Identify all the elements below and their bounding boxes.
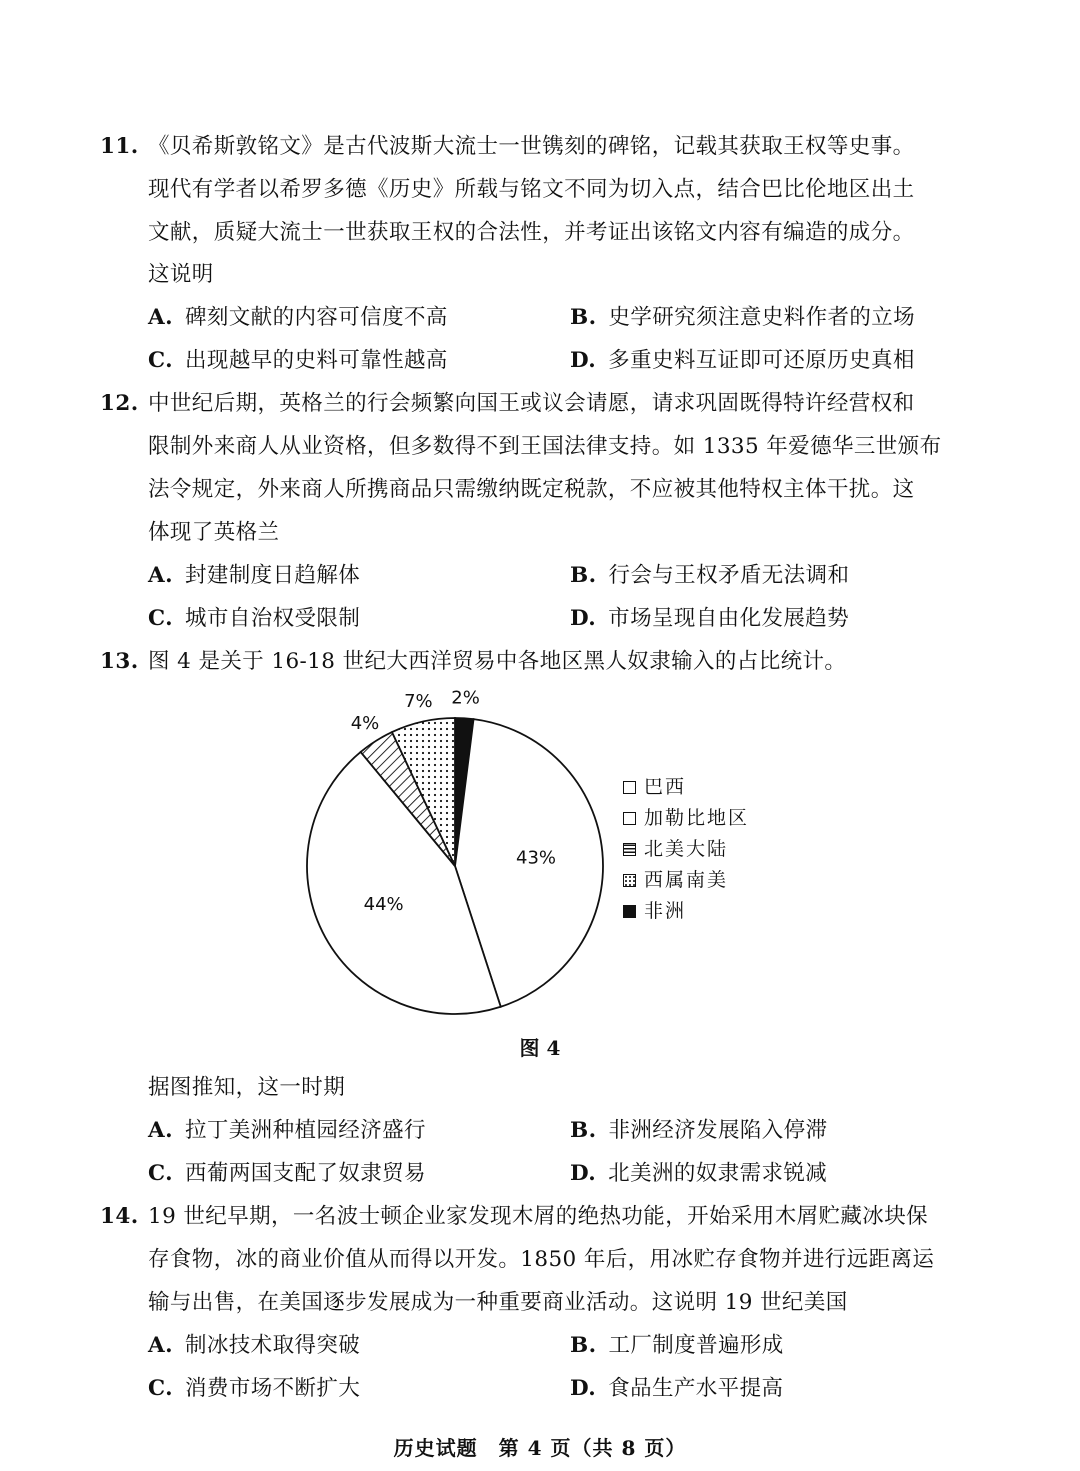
pie-chart xyxy=(0,690,1080,1020)
legend-swatch-solid xyxy=(623,905,636,918)
question-text-line: 法令规定，外来商人所携商品只需缴纳既定税款，不应被其他特权主体干扰。这 xyxy=(148,477,915,502)
option-a[interactable]: A. 碑刻文献的内容可信度不高 xyxy=(148,305,448,330)
option-d[interactable]: D. 食品生产水平提高 xyxy=(570,1376,784,1401)
option-c[interactable]: C. 西葡两国支配了奴隶贸易 xyxy=(148,1161,426,1186)
option-a[interactable]: A. 制冰技术取得突破 xyxy=(148,1333,361,1358)
figure-caption: 图 4 xyxy=(519,1036,561,1060)
question-text-line: 限制外来商人从业资格，但多数得不到王国法律支持。如 1335 年爱德华三世颁布 xyxy=(148,434,942,459)
question-text-line: 文献，质疑大流士一世获取王权的合法性，并考证出该铭文内容有编造的成分。 xyxy=(148,220,915,245)
question-text-line: 存食物，冰的商业价值从而得以开发。1850 年后，用冰贮存食物并进行远距离运 xyxy=(148,1247,935,1272)
question-text-line: 据图推知，这一时期 xyxy=(148,1075,346,1100)
question-number: 11. xyxy=(100,134,139,159)
question-number: 14. xyxy=(100,1204,139,1229)
question-number: 12. xyxy=(100,391,139,416)
legend-item-spanish-south-america: 西属南美 xyxy=(623,867,728,893)
question-text-line: 体现了英格兰 xyxy=(148,520,280,545)
question-text-line: 现代有学者以希罗多德《历史》所载与铭文不同为切入点，结合巴比伦地区出土 xyxy=(148,177,915,202)
legend-swatch-hatch xyxy=(623,843,636,856)
question-text-line: 19 世纪早期，一名波士顿企业家发现木屑的绝热功能，开始采用木屑贮藏冰块保 xyxy=(148,1204,928,1229)
option-b[interactable]: B. 行会与王权矛盾无法调和 xyxy=(570,563,850,588)
legend-swatch-blank xyxy=(623,781,636,794)
option-b[interactable]: B. 史学研究须注意史料作者的立场 xyxy=(570,305,916,330)
option-c[interactable]: C. 出现越早的史料可靠性越高 xyxy=(148,348,448,373)
question-text-line: 输与出售，在美国逐步发展成为一种重要商业活动。这说明 19 世纪美国 xyxy=(148,1290,848,1315)
option-a[interactable]: A. 封建制度日趋解体 xyxy=(148,563,361,588)
option-d[interactable]: D. 北美洲的奴隶需求锐减 xyxy=(570,1161,828,1186)
option-b[interactable]: B. 工厂制度普遍形成 xyxy=(570,1333,784,1358)
legend-item-north-america: 北美大陆 xyxy=(623,836,728,862)
option-b[interactable]: B. 非洲经济发展陷入停滞 xyxy=(570,1118,828,1143)
legend-item-caribbean: 加勒比地区 xyxy=(623,805,749,831)
option-d[interactable]: D. 多重史料互证即可还原历史真相 xyxy=(570,348,915,373)
option-a[interactable]: A. 拉丁美洲种植园经济盛行 xyxy=(148,1118,426,1143)
question-text-line: 图 4 是关于 16-18 世纪大西洋贸易中各地区黑人奴隶输入的占比统计。 xyxy=(148,649,847,674)
legend-item-africa: 非洲 xyxy=(623,898,686,924)
label-brazil: 43% xyxy=(516,847,557,869)
question-text-line: 《贝希斯敦铭文》是古代波斯大流士一世镌刻的碑铭，记载其获取王权等史事。 xyxy=(148,134,915,159)
page-footer: 历史试题 第 4 页（共 8 页） xyxy=(393,1436,687,1460)
question-number: 13. xyxy=(100,649,139,674)
legend-swatch-blank xyxy=(623,812,636,825)
legend-swatch-dots xyxy=(623,874,636,887)
legend-item-brazil: 巴西 xyxy=(623,774,686,800)
option-c[interactable]: C. 消费市场不断扩大 xyxy=(148,1376,361,1401)
option-c[interactable]: C. 城市自治权受限制 xyxy=(148,606,361,631)
label-africa: 2% xyxy=(451,690,480,709)
question-text-line: 这说明 xyxy=(148,262,214,287)
question-text-line: 中世纪后期，英格兰的行会频繁向国王或议会请愿，请求巩固既得特许经营权和 xyxy=(148,391,915,416)
label-north-america: 4% xyxy=(350,713,380,735)
label-spanish-south-america: 7% xyxy=(404,691,433,713)
label-caribbean: 44% xyxy=(363,894,404,916)
option-d[interactable]: D. 市场呈现自由化发展趋势 xyxy=(570,606,850,631)
